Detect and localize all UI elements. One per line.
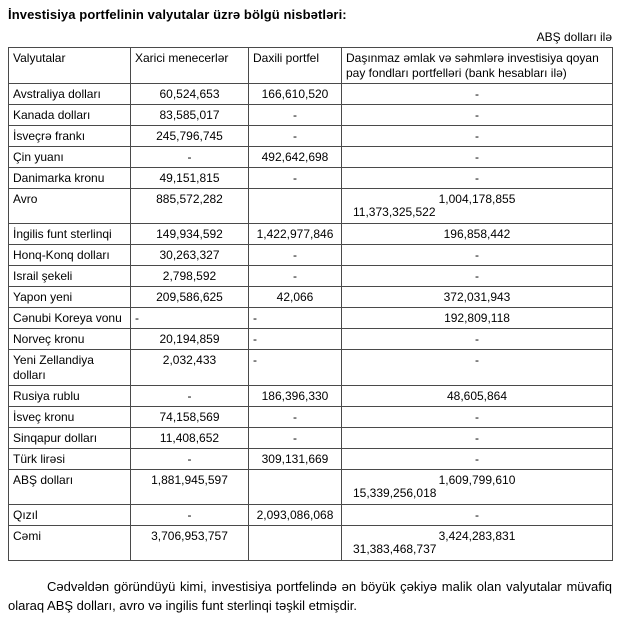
currency-name-cell: Qızıl [9,505,131,526]
domestic-portfolio-cell: - [249,428,342,449]
funds-portfolio-cell: - [342,428,613,449]
table-row [9,526,613,561]
foreign-managers-cell: 1,881,945,597 [131,470,249,505]
domestic-portfolio-cell: - [249,329,342,350]
funds-portfolio-cell: 192,809,118 [342,308,613,329]
foreign-managers-cell: 2,032,433 [131,350,249,386]
funds-portfolio-cell: 372,031,943 [342,287,613,308]
table-row [9,224,613,245]
foreign-managers-cell: - [131,308,249,329]
foreign-managers-cell: 49,151,815 [131,168,249,189]
domestic-portfolio-cell: 309,131,669 [249,449,342,470]
foreign-managers-cell: - [131,386,249,407]
domestic-portfolio-cell: - [249,105,342,126]
funds-portfolio-cell: - [342,84,613,105]
funds-portfolio-cell: 48,605,864 [342,386,613,407]
domestic-portfolio-cell: 2,093,086,068 [249,505,342,526]
funds-portfolio-cell: - [342,350,613,386]
foreign-managers-cell: 83,585,017 [131,105,249,126]
domestic-portfolio-cell [249,526,437,561]
foreign-managers-cell: - [131,505,249,526]
currency-name-cell: Avstraliya dolları [9,84,131,105]
table-row [9,350,613,386]
table-header [9,48,613,84]
funds-portfolio-cell: - [342,505,613,526]
domestic-portfolio-cell: - [249,407,342,428]
table-row [9,266,613,287]
funds-portfolio-cell: - [342,266,613,287]
header-real-estate-equity-funds: Daşınmaz əmlak və səhmlərə investisiya qoyan pay fondları portfelləri (bank hesabları ilə) [342,48,613,84]
domestic-portfolio-cell: - [249,168,342,189]
funds-portfolio-cell: - [342,126,613,147]
page-title: İnvestisiya portfelinin valyutalar üzrə bölgü nisbətləri: [8,7,347,22]
currency-name-cell: Çin yuanı [9,147,131,168]
summary-paragraph: Cədvəldən göründüyü kimi, investisiya portfelində ən böyük çəkiyə malik olan valyutalar müvafiq olaraq ABŞ dolları, avro və ingilis funt sterlinqi təşkil etmişdir. [8,579,612,613]
funds-portfolio-cell: - [342,147,613,168]
foreign-managers-cell: 60,524,653 [131,84,249,105]
currency-name-cell: Cəmi [9,526,131,561]
table-row [9,189,613,224]
table-row [9,407,613,428]
domestic-portfolio-overflow-value: 15,339,256,018 [353,486,437,500]
funds-portfolio-cell: 3,424,283,831 [342,526,613,561]
currency-name-cell: Sinqapur dolları [9,428,131,449]
table-header-row [9,48,613,84]
currency-name-cell: Rusiya rublu [9,386,131,407]
header-currencies: Valyutalar [9,48,131,84]
funds-portfolio-cell: - [342,329,613,350]
table-row [9,449,613,470]
currency-name-cell: Türk lirəsi [9,449,131,470]
foreign-managers-cell: 209,586,625 [131,287,249,308]
table-row [9,287,613,308]
currency-name-cell: Cənubi Koreya vonu [9,308,131,329]
table-row [9,84,613,105]
table-row [9,470,613,505]
table-row [9,505,613,526]
currency-name-cell: Norveç kronu [9,329,131,350]
currency-name-cell: İsveç kronu [9,407,131,428]
domestic-portfolio-cell: - [249,350,342,386]
funds-portfolio-cell: - [342,407,613,428]
funds-portfolio-cell: 1,004,178,855 [342,189,613,224]
currency-name-cell: Yeni Zellandiya dolları [9,350,131,386]
funds-portfolio-cell: 196,858,442 [342,224,613,245]
table-body [9,84,613,561]
table-row [9,126,613,147]
funds-portfolio-cell: - [342,168,613,189]
currency-name-cell: Honq-Konq dolları [9,245,131,266]
currency-allocation-table [8,47,613,561]
table-row [9,168,613,189]
table-row [9,329,613,350]
domestic-portfolio-cell: 492,642,698 [249,147,342,168]
foreign-managers-cell: 20,194,859 [131,329,249,350]
domestic-portfolio-overflow-value: 31,383,468,737 [353,542,437,556]
header-foreign-managers: Xarici menecerlər [131,48,249,84]
foreign-managers-cell: 245,796,745 [131,126,249,147]
foreign-managers-cell: 11,408,652 [131,428,249,449]
currency-name-cell: Israil şekeli [9,266,131,287]
table-row [9,386,613,407]
funds-portfolio-cell: - [342,449,613,470]
domestic-portfolio-cell: 42,066 [249,287,342,308]
currency-unit-note: ABŞ dolları ilə [536,30,612,44]
currency-name-cell: Avro [9,189,131,224]
foreign-managers-cell: 2,798,592 [131,266,249,287]
funds-portfolio-cell: - [342,105,613,126]
domestic-portfolio-cell: - [249,245,342,266]
foreign-managers-cell: 149,934,592 [131,224,249,245]
domestic-portfolio-cell: - [249,308,342,329]
table-row [9,245,613,266]
foreign-managers-cell: - [131,449,249,470]
currency-name-cell: Kanada dolları [9,105,131,126]
domestic-portfolio-cell [249,470,437,505]
foreign-managers-cell: 3,706,953,757 [131,526,249,561]
domestic-portfolio-cell: 166,610,520 [249,84,342,105]
table-row [9,428,613,449]
currency-name-cell: İngilis funt sterlinqi [9,224,131,245]
domestic-portfolio-cell [249,189,436,224]
domestic-portfolio-cell: - [249,126,342,147]
funds-portfolio-cell: - [342,245,613,266]
domestic-portfolio-cell: - [249,266,342,287]
table-row [9,308,613,329]
domestic-portfolio-overflow-value: 11,373,325,522 [353,205,436,219]
foreign-managers-cell: 30,263,327 [131,245,249,266]
funds-portfolio-cell: 1,609,799,610 [342,470,613,505]
currency-name-cell: ABŞ dolları [9,470,131,505]
domestic-portfolio-cell: 186,396,330 [249,386,342,407]
foreign-managers-cell: - [131,147,249,168]
foreign-managers-cell: 885,572,282 [131,189,249,224]
domestic-portfolio-cell: 1,422,977,846 [249,224,342,245]
currency-name-cell: Danimarka kronu [9,168,131,189]
table-row [9,147,613,168]
foreign-managers-cell: 74,158,569 [131,407,249,428]
currency-name-cell: İsveçrə frankı [9,126,131,147]
currency-name-cell: Yapon yeni [9,287,131,308]
table-row [9,105,613,126]
header-domestic-portfolio: Daxili portfel [249,48,342,84]
